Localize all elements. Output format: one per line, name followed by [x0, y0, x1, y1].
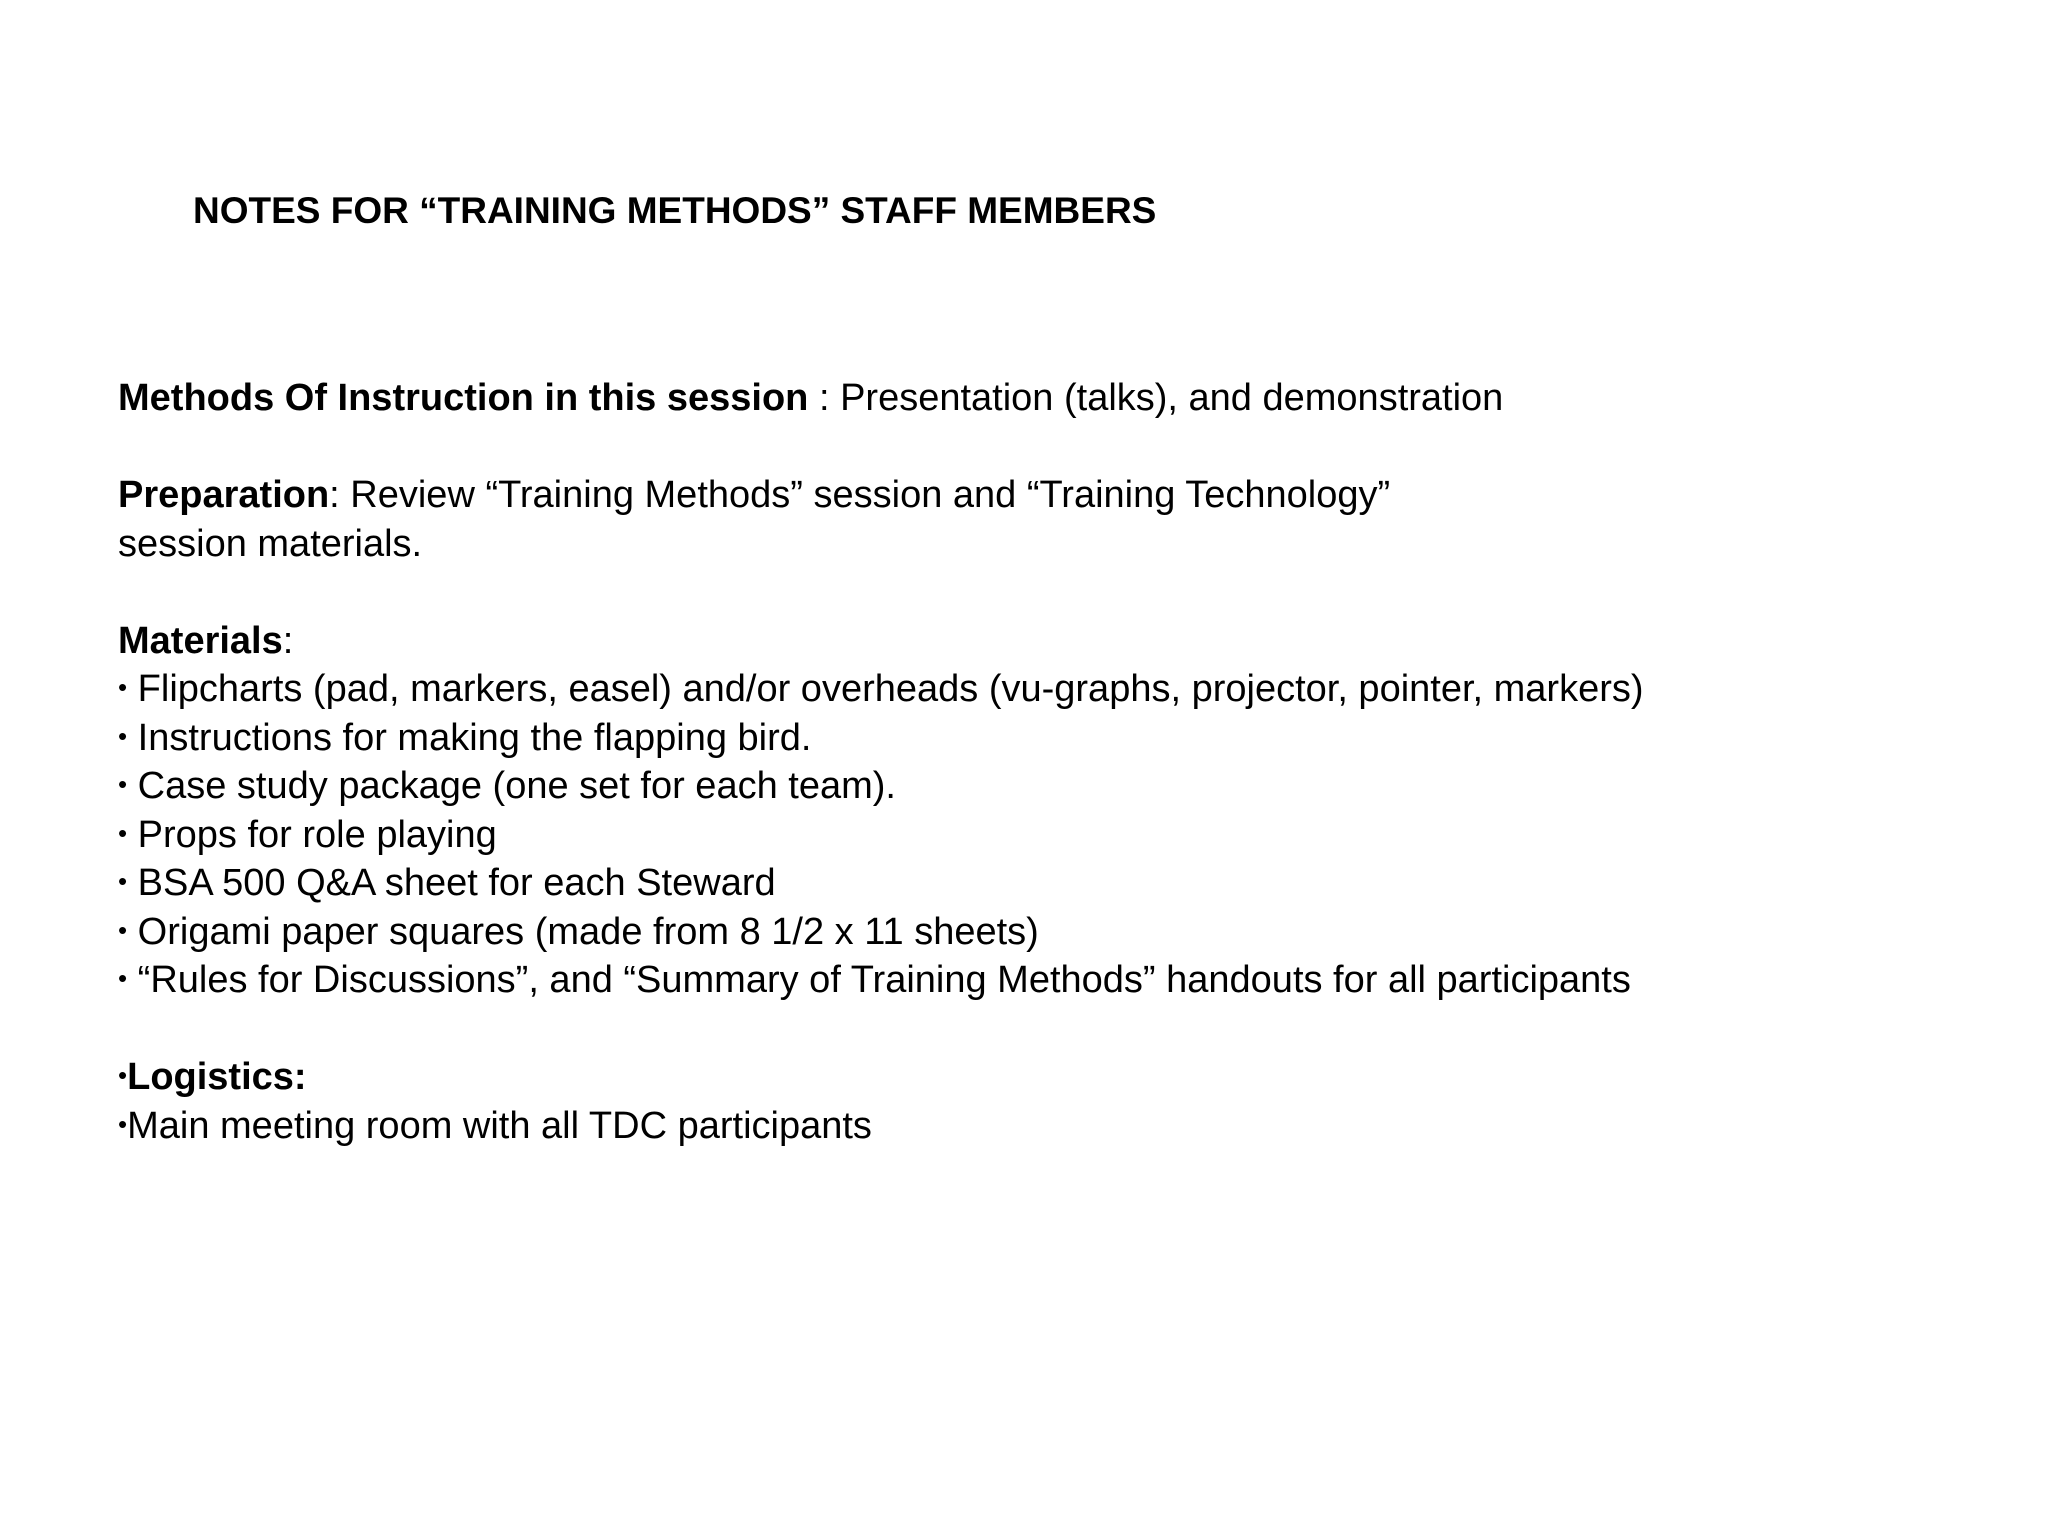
bullet-icon: • — [118, 817, 128, 848]
page-title: NOTES FOR “TRAINING METHODS” STAFF MEMBERS — [193, 190, 1157, 231]
spacer — [118, 423, 1998, 472]
list-item — [118, 859, 1998, 908]
list-item — [118, 908, 1998, 957]
bullet-icon: • — [118, 1108, 128, 1139]
materials-suffix: : — [282, 619, 294, 662]
logistics-item-text: Main meeting room with all TDC participants — [127, 1104, 872, 1147]
spacer — [118, 568, 1998, 617]
document-body — [118, 374, 1998, 1150]
bullet-icon: • — [118, 963, 128, 993]
preparation-continued — [118, 520, 1998, 569]
materials-heading — [118, 617, 1998, 666]
bullet-icon: • — [118, 769, 128, 799]
preparation-label: Preparation — [118, 474, 330, 516]
list-item-text: Flipcharts (pad, markers, easel) and/or overheads (vu-graphs, projector, pointer, markers) — [127, 668, 1644, 710]
list-item-text: Props for role playing — [127, 813, 497, 856]
methods-of-instruction — [118, 374, 1998, 423]
methods-label: Methods Of Instruction in this session — [118, 377, 809, 419]
logistics-item — [118, 1102, 1998, 1151]
list-item-text: “Rules for Discussions”, and “Summary of Training Methods” handouts for all participants — [127, 959, 1631, 1001]
bullet-icon: • — [118, 672, 128, 702]
list-item — [118, 762, 1998, 811]
list-item — [118, 714, 1998, 763]
methods-text: : Presentation (talks), and demonstration — [808, 377, 1504, 419]
logistics-heading — [118, 1053, 1998, 1102]
list-item — [118, 956, 1998, 1005]
preparation-text-line1: : Review “Training Methods” session and “Training Technology” — [329, 474, 1391, 516]
preparation — [118, 471, 1998, 520]
bullet-icon: • — [118, 914, 128, 945]
bullet-icon: • — [118, 866, 128, 896]
materials-list — [118, 665, 1998, 1005]
list-item-text: BSA 500 Q&A sheet for each Steward — [127, 862, 776, 904]
materials-label: Materials — [118, 619, 283, 662]
list-item — [118, 665, 1998, 714]
preparation-text-line2: session materials. — [118, 522, 423, 565]
bullet-icon: • — [118, 720, 128, 751]
list-item-text: Case study package (one set for each team). — [127, 765, 896, 807]
spacer — [118, 1005, 1998, 1054]
bullet-icon: • — [118, 1060, 128, 1090]
logistics-label: Logistics: — [127, 1056, 307, 1098]
list-item-text: Origami paper squares (made from 8 1/2 x 11 sheets) — [127, 910, 1039, 953]
list-item-text: Instructions for making the flapping bird. — [127, 716, 812, 759]
list-item — [118, 811, 1998, 860]
